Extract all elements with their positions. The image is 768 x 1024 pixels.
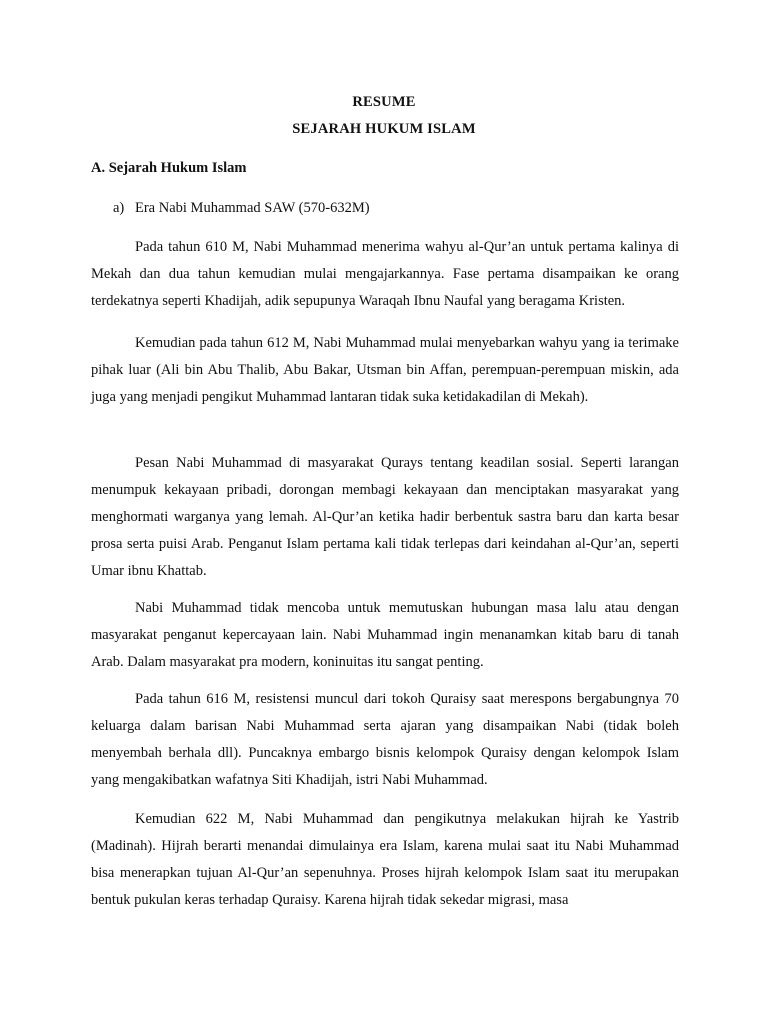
- document-subtitle: SEJARAH HUKUM ISLAM: [292, 121, 476, 137]
- subsection-marker: a): [113, 200, 125, 216]
- paragraph: Nabi Muhammad tidak mencoba untuk memutuskan hubungan masa lalu atau dengan masyarakat penganut kepercayaan lain. Nabi Muhammad ingin menanamkan kitab baru di tanah Arab. Dalam masyarakat pra modern, koninuitas itu sangat penting.: [91, 600, 679, 670]
- paragraph: Pesan Nabi Muhammad di masyarakat Qurays tentang keadilan sosial. Seperti larangan menumpuk kekayaan pribadi, dorongan membagi kekayaan dan menciptakan masyarakat yang menghormati warganya yang lemah. Al-Qur’an ketika hadir berbentuk sastra baru dan karta besar prosa serta puisi Arab. Penganut Islam pertama kali tidak terlepas dari keindahan al-Qur’an, seperti Umar ibnu Khattab.: [91, 455, 679, 579]
- section-heading: A. Sejarah Hukum Islam: [91, 160, 247, 176]
- subsection-item: [113, 200, 370, 217]
- document-title: RESUME: [352, 94, 416, 110]
- paragraph: Kemudian pada tahun 612 M, Nabi Muhammad mulai menyebarkan wahyu yang ia terimake pihak luar (Ali bin Abu Thalib, Abu Bakar, Utsman bin Affan, perempuan-perempuan miskin, ada juga yang menjadi pengikut Muhammad lantaran tidak suka ketidakadilan di Mekah).: [91, 335, 679, 405]
- paragraph: Kemudian 622 M, Nabi Muhammad dan pengikutnya melakukan hijrah ke Yastrib (Madinah). Hijrah berarti menandai dimulainya era Islam, karena mulai saat itu Nabi Muhammad bisa menerapkan tujuan Al-Qur’an sepenuhnya. Proses hijrah kelompok Islam saat itu merupakan bentuk pukulan keras terhadap Quraisy. Karena hijrah tidak sekedar migrasi, masa: [91, 811, 679, 908]
- paragraph: Pada tahun 616 M, resistensi muncul dari tokoh Quraisy saat merespons bergabungnya 70 keluarga dalam barisan Nabi Muhammad serta ajaran yang disampaikan Nabi (tidak boleh menyembah berhala dll). Puncaknya embargo bisnis kelompok Quraisy dengan kelompok Islam yang mengakibatkan wafatnya Siti Khadijah, istri Nabi Muhammad.: [91, 691, 679, 788]
- subsection-text: Era Nabi Muhammad SAW (570-632M): [135, 200, 370, 216]
- paragraph: Pada tahun 610 M, Nabi Muhammad menerima wahyu al-Qur’an untuk pertama kalinya di Mekah dan dua tahun kemudian mulai mengajarkannya. Fase pertama disampaikan ke orang terdekatnya seperti Khadijah, adik sepupunya Waraqah Ibnu Naufal yang beragama Kristen.: [91, 239, 679, 309]
